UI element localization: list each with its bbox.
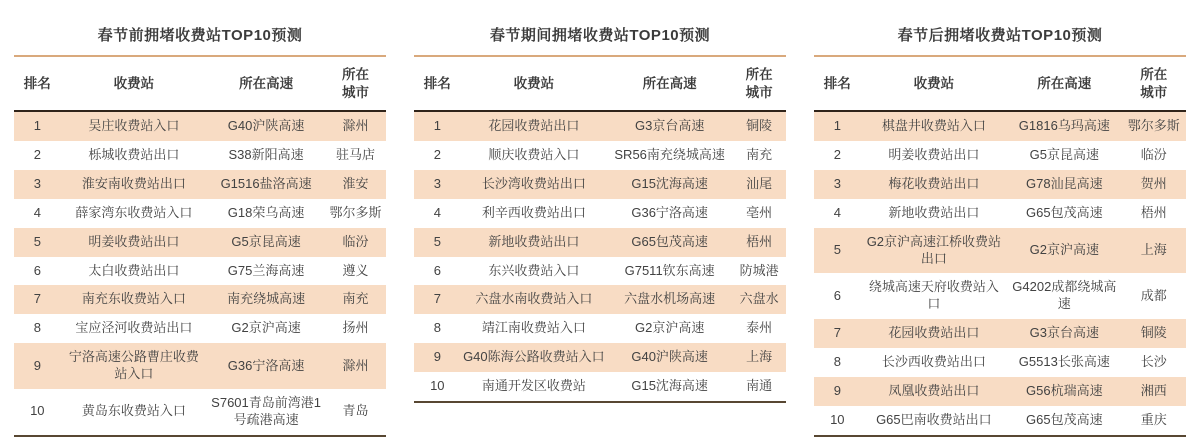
highway-cell: G15沈海高速	[631, 175, 708, 191]
rank-cell: 8	[833, 354, 841, 370]
station-cell: 明姜收费站出口	[88, 233, 180, 249]
rank-cell: 10	[430, 378, 445, 394]
station-cell: 宝应泾河收费站出口	[75, 320, 193, 336]
rank-cell: 6	[433, 262, 441, 278]
table-row	[814, 273, 1186, 319]
highway-cell: 南充绕城高速	[227, 291, 306, 307]
city-cell: 湘西	[1140, 383, 1167, 398]
station-cell: 利辛西收费站出口	[481, 204, 586, 220]
rank-cell: 1	[433, 118, 441, 134]
toll-table	[14, 55, 386, 437]
city-cell: 铜陵	[746, 118, 773, 134]
rank-cell: 4	[433, 204, 441, 220]
rank-cell: 7	[33, 291, 41, 307]
highway-cell: G3京台高速	[634, 118, 705, 134]
toll-table-panel	[14, 10, 386, 437]
table-body	[414, 111, 786, 402]
highway-cell: G75兰海高速	[227, 262, 305, 278]
table-row	[814, 377, 1186, 406]
station-cell: 淮安南收费站出口	[81, 175, 186, 191]
table-row	[814, 406, 1186, 436]
station-cell: 顺庆收费站入口	[488, 146, 580, 162]
column-header-rank: 排名	[23, 75, 51, 91]
city-cell: 梧州	[746, 233, 773, 249]
city-cell: 铜陵	[1140, 325, 1167, 341]
station-cell: G2京沪高速江桥收费站出口	[866, 233, 1002, 266]
rank-cell: 3	[833, 175, 841, 191]
station-cell: 南通开发区收费站	[481, 378, 586, 394]
city-cell: 滁州	[342, 118, 369, 134]
highway-cell: G65包茂高速	[1026, 204, 1103, 220]
rank-cell: 1	[833, 118, 841, 134]
station-cell: 太白收费站出口	[88, 262, 180, 278]
station-cell: 南充东收费站入口	[81, 291, 186, 307]
station-cell: 新地收费站出口	[488, 233, 580, 249]
column-header-highway: 所在高速	[1037, 75, 1092, 91]
table-header	[14, 56, 386, 111]
city-cell: 六盘水	[739, 291, 779, 307]
table-row	[414, 170, 786, 199]
column-header-station: 收费站	[513, 75, 555, 91]
highway-cell: S38新阳高速	[228, 146, 304, 162]
city-cell: 南充	[342, 291, 369, 307]
rank-cell: 8	[433, 320, 441, 336]
column-header-rank: 排名	[423, 75, 451, 91]
highway-cell: G78汕昆高速	[1026, 175, 1103, 191]
rank-cell: 6	[833, 287, 841, 303]
city-cell: 滁州	[342, 357, 369, 373]
city-cell: 上海	[746, 349, 773, 365]
table-row	[414, 141, 786, 170]
station-cell: 长沙湾收费站出口	[481, 175, 586, 191]
station-cell: 吴庄收费站入口	[88, 118, 180, 134]
rank-cell: 4	[33, 204, 41, 220]
highway-cell: G40沪陕高速	[227, 118, 305, 134]
city-cell: 成都	[1140, 287, 1167, 303]
table-body	[14, 111, 386, 436]
table-header	[414, 56, 786, 111]
station-cell: 凤凰收费站出口	[888, 383, 980, 398]
station-cell: 梅花收费站出口	[888, 175, 980, 191]
header-row	[414, 56, 786, 111]
table-row	[14, 111, 386, 141]
station-cell: 明姜收费站出口	[888, 146, 980, 162]
station-cell: 靖江南收费站入口	[481, 320, 586, 336]
station-cell: 薛家湾东收费站入口	[75, 204, 193, 220]
highway-cell: G4202成都绕城高速	[1012, 279, 1117, 312]
column-header-highway: 所在高速	[239, 75, 294, 91]
toll-table-panel	[814, 10, 1186, 437]
toll-table	[814, 55, 1186, 437]
city-cell: 贺州	[1140, 175, 1167, 191]
table-row	[414, 199, 786, 228]
highway-cell: G56杭瑞高速	[1026, 383, 1103, 398]
rank-cell: 3	[433, 175, 441, 191]
toll-table-panel	[414, 10, 786, 437]
city-cell: 青岛	[342, 403, 369, 419]
city-cell: 防城港	[739, 262, 779, 278]
rank-cell: 8	[33, 320, 41, 336]
table-row	[414, 314, 786, 343]
city-cell: 上海	[1140, 242, 1167, 258]
highway-cell: G2京沪高速	[231, 320, 301, 336]
rank-cell: 2	[833, 146, 841, 162]
city-cell: 遵义	[342, 262, 369, 278]
rank-cell: 5	[433, 233, 441, 249]
table-row	[414, 111, 786, 141]
table-row	[14, 257, 386, 286]
rank-cell: 2	[433, 146, 441, 162]
highway-cell: G1816乌玛高速	[1018, 118, 1110, 134]
station-cell: 东兴收费站入口	[488, 262, 580, 278]
table-row	[414, 343, 786, 372]
table-row	[814, 141, 1186, 170]
highway-cell: G18荣乌高速	[227, 204, 305, 220]
station-cell: 栎城收费站出口	[88, 146, 180, 162]
highway-cell: G5京昆高速	[231, 233, 301, 249]
highway-cell: S7601青岛前湾港1号疏港高速	[211, 395, 321, 427]
column-header-city: 所在城市	[1140, 67, 1168, 100]
highway-cell: G5京昆高速	[1029, 146, 1099, 162]
city-cell: 淮安	[342, 175, 369, 191]
station-cell: 宁洛高速公路曹庄收费站入口	[68, 349, 199, 382]
table-row	[814, 348, 1186, 377]
rank-cell: 5	[33, 233, 41, 249]
station-cell: G65巴南收费站出口	[876, 411, 992, 427]
station-cell: 长沙西收费站出口	[881, 354, 986, 370]
column-header-station: 收费站	[913, 75, 955, 91]
header-row	[14, 56, 386, 111]
city-cell: 泰州	[746, 320, 773, 336]
city-cell: 扬州	[342, 320, 369, 336]
table-row	[14, 170, 386, 199]
column-header-city: 所在城市	[342, 67, 370, 100]
table-body	[814, 111, 1186, 436]
table-row	[14, 343, 386, 389]
city-cell: 汕尾	[746, 175, 773, 191]
station-cell: 新地收费站出口	[888, 204, 980, 220]
highway-cell: G15沈海高速	[631, 378, 708, 394]
table-row	[814, 111, 1186, 141]
city-cell: 南通	[746, 378, 773, 394]
table-title: 春节前拥堵收费站TOP10预测	[97, 27, 303, 44]
rank-cell: 1	[33, 118, 41, 134]
table-row	[414, 285, 786, 314]
city-cell: 临汾	[342, 233, 369, 249]
station-cell: 花园收费站出口	[888, 325, 980, 341]
highway-cell: G3京台高速	[1029, 325, 1099, 341]
highway-cell: G5513长张高速	[1018, 354, 1110, 370]
rank-cell: 2	[33, 146, 41, 162]
city-cell: 梧州	[1140, 204, 1167, 220]
rank-cell: 7	[433, 291, 441, 307]
table-row	[14, 228, 386, 257]
city-cell: 鄂尔多斯	[329, 204, 382, 220]
rank-cell: 10	[30, 403, 45, 419]
rank-cell: 10	[830, 411, 845, 427]
station-cell: G40陈海公路收费站入口	[463, 349, 605, 365]
column-header-rank: 排名	[823, 75, 851, 91]
table-title: 春节后拥堵收费站TOP10预测	[897, 27, 1103, 44]
city-cell: 鄂尔多斯	[1127, 118, 1180, 134]
table-row	[14, 199, 386, 228]
highway-cell: G36宁洛高速	[227, 357, 305, 373]
highway-cell: G7511钦东高速	[624, 262, 715, 278]
city-cell: 驻马店	[336, 146, 376, 162]
city-cell: 亳州	[746, 204, 773, 220]
column-header-highway: 所在高速	[642, 75, 697, 91]
station-cell: 花园收费站出口	[488, 118, 580, 134]
header-row	[814, 56, 1186, 111]
highway-cell: G1516盐洛高速	[220, 175, 312, 191]
table-header	[814, 56, 1186, 111]
city-cell: 临汾	[1140, 146, 1167, 162]
city-cell: 重庆	[1140, 411, 1167, 427]
rank-cell: 9	[33, 357, 41, 373]
table-row	[14, 389, 386, 436]
rank-cell: 5	[833, 242, 841, 258]
station-cell: 绕城高速天府收费站入口	[868, 279, 999, 312]
highway-cell: G36宁洛高速	[631, 204, 708, 220]
rank-cell: 9	[833, 383, 841, 398]
highway-cell: G65包茂高速	[1026, 411, 1103, 427]
table-row	[14, 314, 386, 343]
table-row	[14, 141, 386, 170]
table-row	[814, 228, 1186, 274]
highway-cell: G40沪陕高速	[631, 349, 708, 365]
table-row	[814, 319, 1186, 348]
highway-cell: G2京沪高速	[1029, 242, 1099, 258]
station-cell: 黄岛东收费站入口	[81, 403, 186, 419]
city-cell: 南充	[746, 146, 773, 162]
column-header-city: 所在城市	[745, 67, 773, 100]
rank-cell: 7	[833, 325, 841, 341]
highway-cell: G65包茂高速	[631, 233, 708, 249]
city-cell: 长沙	[1140, 354, 1167, 370]
rank-cell: 9	[433, 349, 441, 365]
table-row	[814, 170, 1186, 199]
highway-cell: SR56南充绕城高速	[614, 146, 725, 162]
rank-cell: 6	[33, 262, 41, 278]
rank-cell: 4	[833, 204, 841, 220]
table-row	[414, 228, 786, 257]
toll-table	[414, 55, 786, 403]
table-title: 春节期间拥堵收费站TOP10预测	[489, 27, 711, 44]
station-cell: 六盘水南收费站入口	[475, 291, 593, 307]
table-row	[414, 257, 786, 286]
highway-cell: G2京沪高速	[634, 320, 705, 336]
rank-cell: 3	[33, 175, 41, 191]
column-header-station: 收费站	[113, 75, 155, 91]
table-row	[814, 199, 1186, 228]
highway-cell: 六盘水机场高速	[624, 291, 716, 307]
table-row	[414, 372, 786, 402]
table-row	[14, 285, 386, 314]
station-cell: 棋盘井收费站入口	[881, 118, 986, 134]
